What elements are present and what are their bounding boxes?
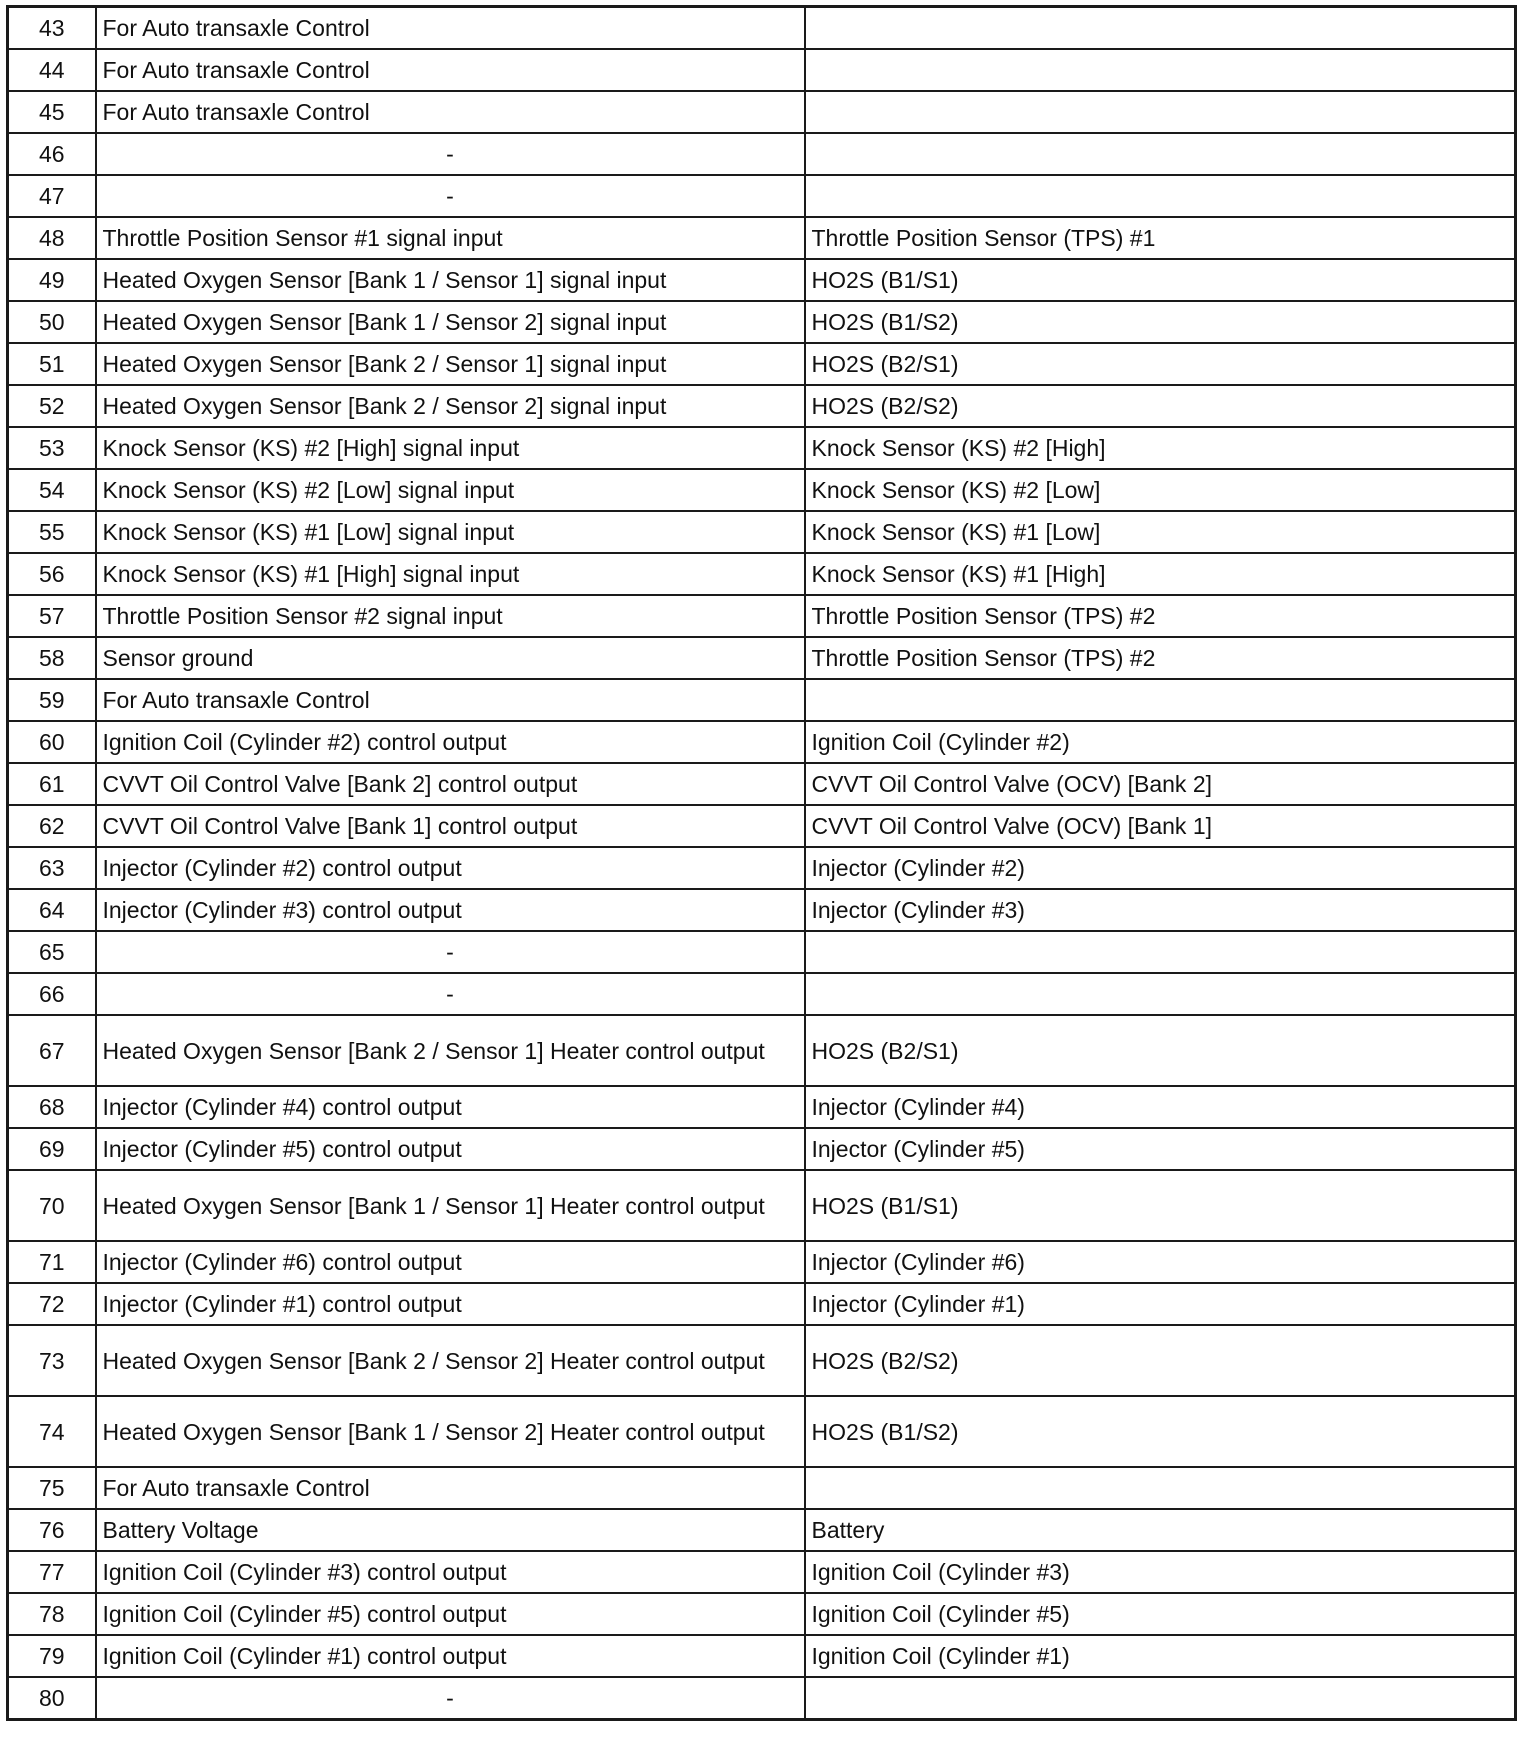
table-row: [8, 1551, 1516, 1593]
pin-number-cell: 58: [8, 637, 96, 679]
pin-number-cell: 72: [8, 1283, 96, 1325]
table-row: [8, 427, 1516, 469]
pin-description-cell: Heated Oxygen Sensor [Bank 2 / Sensor 2] Heater control output: [96, 1325, 805, 1396]
table-row: [8, 721, 1516, 763]
pin-number-cell: 79: [8, 1635, 96, 1677]
connected-to-cell: [805, 1467, 1516, 1509]
pin-description-cell: -: [96, 931, 805, 973]
table-row: [8, 637, 1516, 679]
pin-number-cell: 70: [8, 1170, 96, 1241]
connected-to-cell: Knock Sensor (KS) #2 [High]: [805, 427, 1516, 469]
table-row: [8, 1509, 1516, 1551]
table-row: [8, 1593, 1516, 1635]
connected-to-cell: [805, 175, 1516, 217]
connected-to-cell: HO2S (B1/S1): [805, 259, 1516, 301]
connected-to-cell: Injector (Cylinder #2): [805, 847, 1516, 889]
table-row: [8, 511, 1516, 553]
table-row: [8, 931, 1516, 973]
pin-number-cell: 48: [8, 217, 96, 259]
pin-description-cell: -: [96, 133, 805, 175]
table-row: [8, 7, 1516, 50]
connected-to-cell: Ignition Coil (Cylinder #5): [805, 1593, 1516, 1635]
connected-to-cell: [805, 931, 1516, 973]
pin-number-cell: 54: [8, 469, 96, 511]
connected-to-cell: CVVT Oil Control Valve (OCV) [Bank 1]: [805, 805, 1516, 847]
connected-to-cell: Injector (Cylinder #5): [805, 1128, 1516, 1170]
pin-number-cell: 53: [8, 427, 96, 469]
connected-to-cell: [805, 679, 1516, 721]
pin-description-cell: Ignition Coil (Cylinder #1) control output: [96, 1635, 805, 1677]
table-row: [8, 1241, 1516, 1283]
pin-description-cell: Heated Oxygen Sensor [Bank 2 / Sensor 1] signal input: [96, 343, 805, 385]
pin-description-cell: Heated Oxygen Sensor [Bank 1 / Sensor 1] signal input: [96, 259, 805, 301]
table-row: [8, 469, 1516, 511]
pin-number-cell: 75: [8, 1467, 96, 1509]
table-row: [8, 1325, 1516, 1396]
pin-number-cell: 47: [8, 175, 96, 217]
connected-to-cell: Throttle Position Sensor (TPS) #2: [805, 595, 1516, 637]
connected-to-cell: [805, 91, 1516, 133]
pin-description-cell: -: [96, 1677, 805, 1720]
pin-number-cell: 59: [8, 679, 96, 721]
pin-number-cell: 77: [8, 1551, 96, 1593]
table-row: [8, 553, 1516, 595]
table-row: [8, 847, 1516, 889]
connected-to-cell: HO2S (B1/S1): [805, 1170, 1516, 1241]
pin-number-cell: 80: [8, 1677, 96, 1720]
connected-to-cell: Injector (Cylinder #6): [805, 1241, 1516, 1283]
pin-number-cell: 61: [8, 763, 96, 805]
pin-description-cell: For Auto transaxle Control: [96, 91, 805, 133]
pin-description-cell: CVVT Oil Control Valve [Bank 1] control output: [96, 805, 805, 847]
pin-description-cell: For Auto transaxle Control: [96, 7, 805, 50]
table-row: [8, 1467, 1516, 1509]
connected-to-cell: Knock Sensor (KS) #1 [High]: [805, 553, 1516, 595]
connected-to-cell: HO2S (B2/S2): [805, 1325, 1516, 1396]
pin-number-cell: 46: [8, 133, 96, 175]
connected-to-cell: Injector (Cylinder #1): [805, 1283, 1516, 1325]
pin-description-cell: Heated Oxygen Sensor [Bank 1 / Sensor 1] Heater control output: [96, 1170, 805, 1241]
table-body: [8, 7, 1516, 1720]
pin-description-cell: Injector (Cylinder #4) control output: [96, 1086, 805, 1128]
table-row: [8, 1677, 1516, 1720]
pin-description-cell: For Auto transaxle Control: [96, 1467, 805, 1509]
connected-to-cell: Ignition Coil (Cylinder #2): [805, 721, 1516, 763]
connected-to-cell: HO2S (B1/S2): [805, 1396, 1516, 1467]
connected-to-cell: [805, 133, 1516, 175]
pin-number-cell: 67: [8, 1015, 96, 1086]
connected-to-cell: Throttle Position Sensor (TPS) #2: [805, 637, 1516, 679]
pin-description-cell: Throttle Position Sensor #2 signal input: [96, 595, 805, 637]
pin-description-cell: Knock Sensor (KS) #2 [Low] signal input: [96, 469, 805, 511]
table-row: [8, 763, 1516, 805]
pin-description-cell: Injector (Cylinder #3) control output: [96, 889, 805, 931]
pin-description-cell: Injector (Cylinder #5) control output: [96, 1128, 805, 1170]
connected-to-cell: [805, 1677, 1516, 1720]
pin-number-cell: 62: [8, 805, 96, 847]
pin-description-cell: For Auto transaxle Control: [96, 679, 805, 721]
pin-description-cell: Injector (Cylinder #2) control output: [96, 847, 805, 889]
pin-number-cell: 44: [8, 49, 96, 91]
pin-number-cell: 56: [8, 553, 96, 595]
pin-number-cell: 78: [8, 1593, 96, 1635]
connected-to-cell: HO2S (B1/S2): [805, 301, 1516, 343]
connected-to-cell: Ignition Coil (Cylinder #1): [805, 1635, 1516, 1677]
pin-description-cell: Ignition Coil (Cylinder #5) control output: [96, 1593, 805, 1635]
pin-description-cell: -: [96, 175, 805, 217]
table-row: [8, 259, 1516, 301]
table-row: [8, 1283, 1516, 1325]
pin-number-cell: 45: [8, 91, 96, 133]
table-row: [8, 217, 1516, 259]
connected-to-cell: Knock Sensor (KS) #1 [Low]: [805, 511, 1516, 553]
table-row: [8, 1128, 1516, 1170]
pin-description-cell: Sensor ground: [96, 637, 805, 679]
pin-number-cell: 52: [8, 385, 96, 427]
connected-to-cell: [805, 973, 1516, 1015]
connected-to-cell: [805, 7, 1516, 50]
connected-to-cell: HO2S (B2/S1): [805, 1015, 1516, 1086]
table-row: [8, 1015, 1516, 1086]
pin-description-cell: CVVT Oil Control Valve [Bank 2] control output: [96, 763, 805, 805]
connected-to-cell: Throttle Position Sensor (TPS) #1: [805, 217, 1516, 259]
pin-number-cell: 50: [8, 301, 96, 343]
pin-number-cell: 66: [8, 973, 96, 1015]
connected-to-cell: CVVT Oil Control Valve (OCV) [Bank 2]: [805, 763, 1516, 805]
pin-number-cell: 51: [8, 343, 96, 385]
pin-number-cell: 60: [8, 721, 96, 763]
pin-description-cell: Heated Oxygen Sensor [Bank 2 / Sensor 1] Heater control output: [96, 1015, 805, 1086]
pin-number-cell: 57: [8, 595, 96, 637]
pin-number-cell: 69: [8, 1128, 96, 1170]
pin-description-table: [6, 5, 1517, 1721]
pin-number-cell: 76: [8, 1509, 96, 1551]
connected-to-cell: Injector (Cylinder #4): [805, 1086, 1516, 1128]
pin-number-cell: 73: [8, 1325, 96, 1396]
table-row: [8, 1086, 1516, 1128]
pin-description-cell: Battery Voltage: [96, 1509, 805, 1551]
pin-number-cell: 63: [8, 847, 96, 889]
connected-to-cell: Injector (Cylinder #3): [805, 889, 1516, 931]
pin-description-cell: Knock Sensor (KS) #2 [High] signal input: [96, 427, 805, 469]
pin-description-cell: Throttle Position Sensor #1 signal input: [96, 217, 805, 259]
pin-description-cell: -: [96, 973, 805, 1015]
pin-number-cell: 64: [8, 889, 96, 931]
table-row: [8, 49, 1516, 91]
pin-number-cell: 68: [8, 1086, 96, 1128]
table-row: [8, 1396, 1516, 1467]
pin-number-cell: 55: [8, 511, 96, 553]
pin-description-cell: Heated Oxygen Sensor [Bank 1 / Sensor 2] signal input: [96, 301, 805, 343]
table-row: [8, 133, 1516, 175]
pin-description-cell: Injector (Cylinder #6) control output: [96, 1241, 805, 1283]
pin-description-cell: Ignition Coil (Cylinder #2) control output: [96, 721, 805, 763]
pin-number-cell: 71: [8, 1241, 96, 1283]
pin-description-cell: Knock Sensor (KS) #1 [Low] signal input: [96, 511, 805, 553]
connected-to-cell: [805, 49, 1516, 91]
table-row: [8, 385, 1516, 427]
table-row: [8, 889, 1516, 931]
pin-description-cell: Heated Oxygen Sensor [Bank 2 / Sensor 2] signal input: [96, 385, 805, 427]
table-row: [8, 301, 1516, 343]
connected-to-cell: HO2S (B2/S1): [805, 343, 1516, 385]
connected-to-cell: Knock Sensor (KS) #2 [Low]: [805, 469, 1516, 511]
pin-description-cell: Injector (Cylinder #1) control output: [96, 1283, 805, 1325]
table-row: [8, 343, 1516, 385]
table-row: [8, 805, 1516, 847]
pin-description-cell: For Auto transaxle Control: [96, 49, 805, 91]
connected-to-cell: Battery: [805, 1509, 1516, 1551]
table-row: [8, 1170, 1516, 1241]
table-row: [8, 973, 1516, 1015]
table-row: [8, 91, 1516, 133]
table-row: [8, 175, 1516, 217]
pin-number-cell: 65: [8, 931, 96, 973]
pin-number-cell: 43: [8, 7, 96, 50]
pin-number-cell: 74: [8, 1396, 96, 1467]
table-row: [8, 1635, 1516, 1677]
table-row: [8, 595, 1516, 637]
pin-description-cell: Heated Oxygen Sensor [Bank 1 / Sensor 2] Heater control output: [96, 1396, 805, 1467]
connected-to-cell: HO2S (B2/S2): [805, 385, 1516, 427]
pin-description-cell: Knock Sensor (KS) #1 [High] signal input: [96, 553, 805, 595]
pin-description-cell: Ignition Coil (Cylinder #3) control output: [96, 1551, 805, 1593]
connected-to-cell: Ignition Coil (Cylinder #3): [805, 1551, 1516, 1593]
pin-number-cell: 49: [8, 259, 96, 301]
table-row: [8, 679, 1516, 721]
